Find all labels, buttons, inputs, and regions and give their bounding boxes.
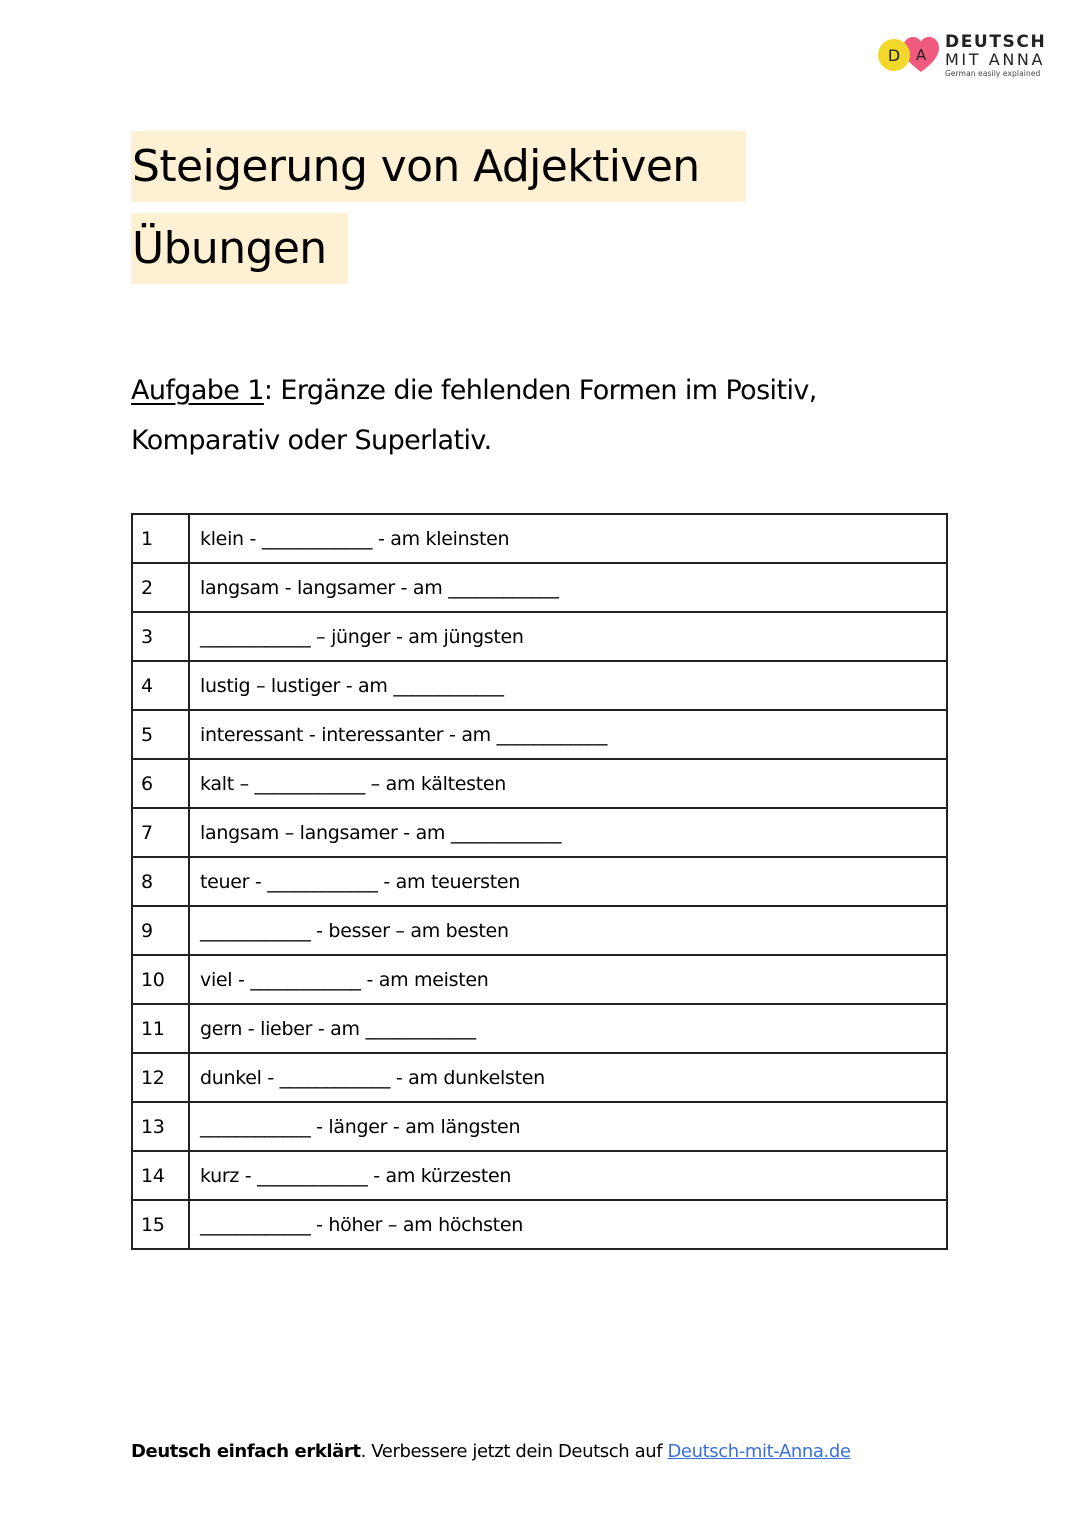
logo-line2: MIT ANNA bbox=[945, 50, 1046, 69]
table-row bbox=[132, 1004, 947, 1053]
row-number: 13 bbox=[132, 1102, 189, 1151]
table-row bbox=[132, 759, 947, 808]
row-number: 12 bbox=[132, 1053, 189, 1102]
footer bbox=[131, 1441, 851, 1462]
table-row bbox=[132, 661, 947, 710]
instruction-text: : Ergänze die fehlenden Formen im Positiv, Komparativ oder Superlativ. bbox=[131, 375, 817, 456]
row-number: 4 bbox=[132, 661, 189, 710]
row-number: 14 bbox=[132, 1151, 189, 1200]
row-text: viel - ____________ - am meisten bbox=[189, 955, 947, 1004]
row-number: 6 bbox=[132, 759, 189, 808]
table-row bbox=[132, 1102, 947, 1151]
table-row bbox=[132, 1151, 947, 1200]
table-row bbox=[132, 710, 947, 759]
row-text: ____________ – jünger - am jüngsten bbox=[189, 612, 947, 661]
row-text: klein - ____________ - am kleinsten bbox=[189, 514, 947, 563]
table-row bbox=[132, 808, 947, 857]
row-text: ____________ - höher – am höchsten bbox=[189, 1200, 947, 1249]
table-row bbox=[132, 514, 947, 563]
row-number: 9 bbox=[132, 906, 189, 955]
row-text: langsam - langsamer - am ____________ bbox=[189, 563, 947, 612]
row-text: ____________ - besser – am besten bbox=[189, 906, 947, 955]
page-title-line1: Steigerung von Adjektiven bbox=[131, 131, 746, 202]
table-row bbox=[132, 857, 947, 906]
row-text: dunkel - ____________ - am dunkelsten bbox=[189, 1053, 947, 1102]
table-row bbox=[132, 906, 947, 955]
table-row bbox=[132, 563, 947, 612]
svg-text:D: D bbox=[887, 46, 901, 65]
svg-text:A: A bbox=[915, 46, 927, 64]
row-number: 8 bbox=[132, 857, 189, 906]
exercise-instruction bbox=[131, 366, 931, 466]
table-row bbox=[132, 1053, 947, 1102]
footer-text: . Verbessere jetzt dein Deutsch auf bbox=[360, 1441, 668, 1462]
row-text: interessant - interessanter - am ____________ bbox=[189, 710, 947, 759]
table-row bbox=[132, 1200, 947, 1249]
exercise-label: Aufgabe 1 bbox=[131, 375, 264, 406]
row-text: gern - lieber - am ____________ bbox=[189, 1004, 947, 1053]
row-text: langsam – langsamer - am ____________ bbox=[189, 808, 947, 857]
row-text: kalt – ____________ – am kältesten bbox=[189, 759, 947, 808]
website-link[interactable]: Deutsch-mit-Anna.de bbox=[667, 1441, 851, 1462]
row-text: kurz - ____________ - am kürzesten bbox=[189, 1151, 947, 1200]
footer-tagline: Deutsch einfach erklärt bbox=[131, 1441, 361, 1462]
brand-logo bbox=[877, 34, 1052, 86]
logo-line1: DEUTSCH bbox=[945, 32, 1047, 52]
row-number: 11 bbox=[132, 1004, 189, 1053]
row-text: ____________ - länger - am längsten bbox=[189, 1102, 947, 1151]
logo-mark-icon bbox=[877, 36, 941, 74]
row-number: 7 bbox=[132, 808, 189, 857]
row-text: lustig – lustiger - am ____________ bbox=[189, 661, 947, 710]
row-number: 2 bbox=[132, 563, 189, 612]
page-title-line2: Übungen bbox=[131, 213, 348, 284]
row-number: 15 bbox=[132, 1200, 189, 1249]
row-text: teuer - ____________ - am teuersten bbox=[189, 857, 947, 906]
row-number: 5 bbox=[132, 710, 189, 759]
table-row bbox=[132, 955, 947, 1004]
logo-tagline: German easily explained bbox=[945, 69, 1041, 78]
table-row bbox=[132, 612, 947, 661]
row-number: 10 bbox=[132, 955, 189, 1004]
row-number: 1 bbox=[132, 514, 189, 563]
row-number: 3 bbox=[132, 612, 189, 661]
exercise-table bbox=[131, 513, 948, 1250]
